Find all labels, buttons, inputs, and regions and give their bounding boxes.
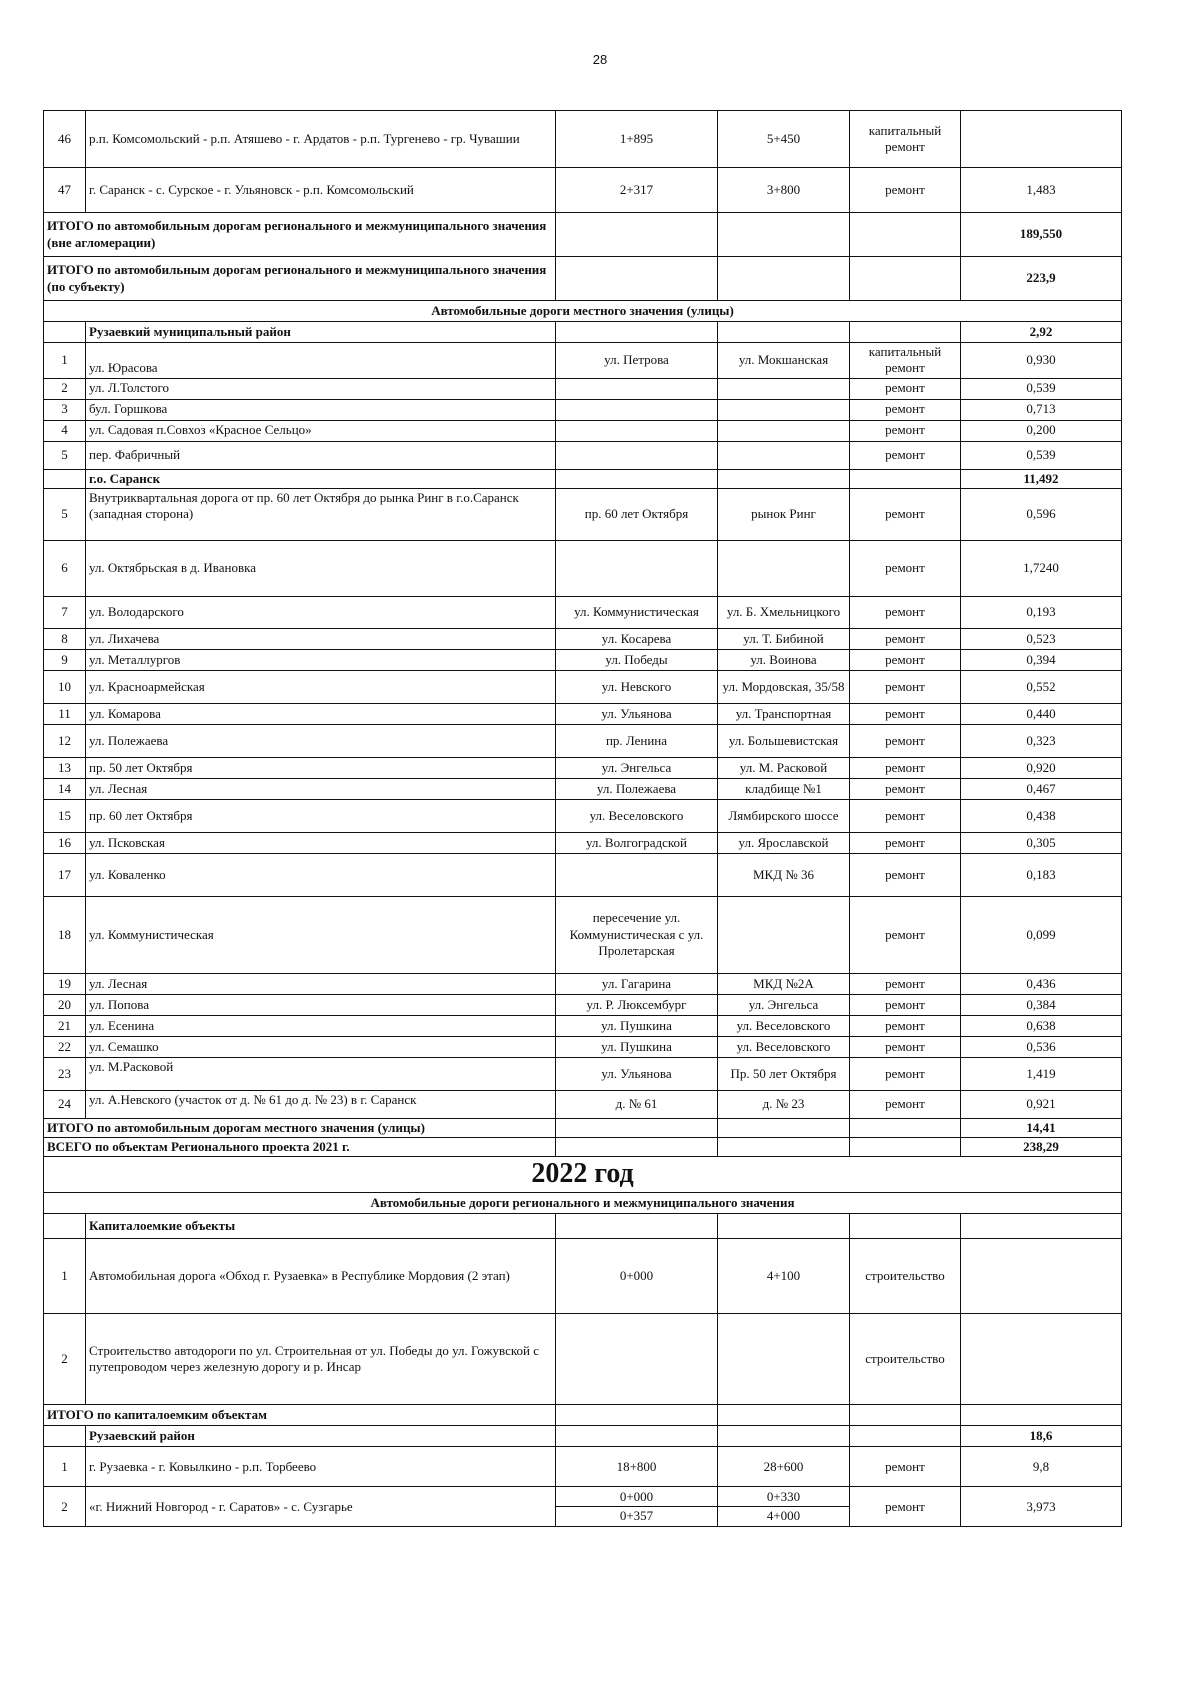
table-row <box>44 378 1122 399</box>
table-row <box>44 724 1122 757</box>
length-km: 0,539 <box>961 441 1122 469</box>
road-name: ул. Володарского <box>86 596 556 628</box>
empty-cell <box>44 469 86 488</box>
length-km: 3,973 <box>961 1487 1122 1527</box>
length-km: 0,539 <box>961 378 1122 399</box>
road-name: ул. Комарова <box>86 703 556 724</box>
road-name: ул. Юрасова <box>86 343 556 379</box>
section-start <box>556 420 718 441</box>
table-row <box>44 853 1122 896</box>
section-end-value: 4+000 <box>718 1506 849 1524</box>
work-type: ремонт <box>850 896 961 973</box>
work-type: ремонт <box>850 973 961 994</box>
length-km: 0,440 <box>961 703 1122 724</box>
length-km: 0,436 <box>961 973 1122 994</box>
work-type: строительство <box>850 1239 961 1314</box>
road-name: ул. Семашко <box>86 1036 556 1057</box>
empty-cell <box>556 257 718 301</box>
row-number: 2 <box>44 378 86 399</box>
section-end: Пр. 50 лет Октября <box>718 1057 850 1090</box>
table-row <box>44 896 1122 973</box>
empty-cell <box>556 1118 718 1137</box>
district-name: г.о. Саранск <box>86 469 556 488</box>
work-type: ремонт <box>850 488 961 540</box>
empty-cell <box>718 1214 850 1239</box>
length-km: 0,200 <box>961 420 1122 441</box>
section-end: ул. Ярославской <box>718 832 850 853</box>
section-end <box>718 441 850 469</box>
section-start: ул. Веселовского <box>556 799 718 832</box>
section-end <box>718 399 850 420</box>
total-row <box>44 1138 1122 1157</box>
table-row <box>44 1314 1122 1405</box>
row-number: 46 <box>44 111 86 168</box>
length-km: 0,523 <box>961 628 1122 649</box>
road-name: ул. Красноармейская <box>86 670 556 703</box>
road-name: р.п. Комсомольский - р.п. Атяшево - г. Ардатов - р.п. Тургенево - гр. Чувашии <box>86 111 556 168</box>
length-km: 0,921 <box>961 1090 1122 1118</box>
road-name: ул. Октябрьская в д. Ивановка <box>86 540 556 596</box>
section-end <box>718 896 850 973</box>
length-km: 0,323 <box>961 724 1122 757</box>
work-type: ремонт <box>850 799 961 832</box>
row-number: 11 <box>44 703 86 724</box>
row-number: 13 <box>44 757 86 778</box>
row-number: 19 <box>44 973 86 994</box>
row-number: 5 <box>44 488 86 540</box>
length-km: 0,099 <box>961 896 1122 973</box>
section-title: Автомобильные дороги местного значения (улицы) <box>44 301 1122 322</box>
row-number: 6 <box>44 540 86 596</box>
roads-table-body <box>44 111 1122 1527</box>
empty-cell <box>718 469 850 488</box>
empty-cell <box>718 1426 850 1447</box>
row-number: 17 <box>44 853 86 896</box>
table-row <box>44 670 1122 703</box>
section-start: ул. Коммунистическая <box>556 596 718 628</box>
section-end: ул. Мокшанская <box>718 343 850 379</box>
table-row <box>44 343 1122 379</box>
empty-cell <box>718 322 850 343</box>
row-number: 12 <box>44 724 86 757</box>
row-number: 21 <box>44 1015 86 1036</box>
row-number: 14 <box>44 778 86 799</box>
section-end: ул. Веселовского <box>718 1036 850 1057</box>
section-end: ул. Т. Бибиной <box>718 628 850 649</box>
work-type: ремонт <box>850 832 961 853</box>
section-end: ул. Энгельса <box>718 994 850 1015</box>
road-name: ул. А.Невского (участок от д. № 61 до д. № 23) в г. Саранск <box>86 1090 556 1118</box>
row-number: 2 <box>44 1314 86 1405</box>
empty-cell <box>850 469 961 488</box>
road-name: ул. Садовая п.Совхоз «Красное Сельцо» <box>86 420 556 441</box>
table-row <box>44 488 1122 540</box>
road-name: ул. Коваленко <box>86 853 556 896</box>
table-row <box>44 1015 1122 1036</box>
table-row <box>44 649 1122 670</box>
section-start: 18+800 <box>556 1447 718 1487</box>
length-km: 0,467 <box>961 778 1122 799</box>
road-name: ул. Лесная <box>86 973 556 994</box>
length-km: 0,536 <box>961 1036 1122 1057</box>
row-number: 23 <box>44 1057 86 1090</box>
section-start: ул. Пушкина <box>556 1015 718 1036</box>
road-name: ул. Лесная <box>86 778 556 799</box>
table-row <box>44 703 1122 724</box>
section-end: 3+800 <box>718 168 850 213</box>
length-km: 0,920 <box>961 757 1122 778</box>
table-row <box>44 832 1122 853</box>
work-type: ремонт <box>850 649 961 670</box>
section-end: МКД № 36 <box>718 853 850 896</box>
road-name: Внутриквартальная дорога от пр. 60 лет Октября до рынка Ринг в г.о.Саранск (западная сторона) <box>86 488 556 540</box>
section-start: 2+317 <box>556 168 718 213</box>
table-row <box>44 757 1122 778</box>
section-start <box>556 1314 718 1405</box>
section-start: ул. Косарева <box>556 628 718 649</box>
section-start <box>556 1487 718 1527</box>
section-end: 5+450 <box>718 111 850 168</box>
section-end <box>718 1487 850 1527</box>
length-km: 0,930 <box>961 343 1122 379</box>
year-heading: 2022 год <box>44 1157 1122 1193</box>
work-type: капитальный ремонт <box>850 343 961 379</box>
road-name: ул. Попова <box>86 994 556 1015</box>
section-end: кладбище №1 <box>718 778 850 799</box>
section-end <box>718 1314 850 1405</box>
section-start: ул. Победы <box>556 649 718 670</box>
section-start <box>556 540 718 596</box>
empty-cell <box>718 257 850 301</box>
road-name: пер. Фабричный <box>86 441 556 469</box>
row-number: 1 <box>44 343 86 379</box>
road-name: «г. Нижний Новгород - г. Саратов» - с. Сузгарье <box>86 1487 556 1527</box>
row-number: 16 <box>44 832 86 853</box>
row-number: 9 <box>44 649 86 670</box>
table-row <box>44 1090 1122 1118</box>
section-start-value: 0+357 <box>556 1506 717 1524</box>
work-type: ремонт <box>850 994 961 1015</box>
section-end <box>718 540 850 596</box>
page-number: 28 <box>592 52 608 67</box>
empty-cell <box>850 1118 961 1137</box>
work-type: ремонт <box>850 778 961 799</box>
length-km: 1,419 <box>961 1057 1122 1090</box>
length-km: 9,8 <box>961 1447 1122 1487</box>
table-row <box>44 1057 1122 1090</box>
roads-table <box>43 110 1122 1527</box>
section-end: 4+100 <box>718 1239 850 1314</box>
work-type: ремонт <box>850 596 961 628</box>
district-row <box>44 1426 1122 1447</box>
work-type: ремонт <box>850 1015 961 1036</box>
section-start: 0+000 <box>556 1239 718 1314</box>
section-start: ул. Петрова <box>556 343 718 379</box>
section-start: 1+895 <box>556 111 718 168</box>
table-row <box>44 778 1122 799</box>
total-length <box>961 1405 1122 1426</box>
table-row <box>44 973 1122 994</box>
total-row <box>44 1405 1122 1426</box>
section-start: ул. Полежаева <box>556 778 718 799</box>
row-number: 7 <box>44 596 86 628</box>
district-row <box>44 1214 1122 1239</box>
empty-cell <box>718 213 850 257</box>
total-label: ИТОГО по капиталоемким объектам <box>44 1405 556 1426</box>
district-length: 11,492 <box>961 469 1122 488</box>
district-row <box>44 469 1122 488</box>
district-name: Рузаевкий муниципальный район <box>86 322 556 343</box>
empty-cell <box>44 322 86 343</box>
row-number: 2 <box>44 1487 86 1527</box>
work-type: ремонт <box>850 168 961 213</box>
table-row <box>44 399 1122 420</box>
row-number: 22 <box>44 1036 86 1057</box>
row-number: 18 <box>44 896 86 973</box>
section-start: ул. Пушкина <box>556 1036 718 1057</box>
road-name: ул. Коммунистическая <box>86 896 556 973</box>
work-type: строительство <box>850 1314 961 1405</box>
length-km <box>961 1314 1122 1405</box>
road-name: пр. 60 лет Октября <box>86 799 556 832</box>
section-start: ул. Ульянова <box>556 1057 718 1090</box>
length-km: 0,638 <box>961 1015 1122 1036</box>
section-start: пр. Ленина <box>556 724 718 757</box>
section-start <box>556 378 718 399</box>
road-name: пр. 50 лет Октября <box>86 757 556 778</box>
road-name: г. Саранск - с. Сурское - г. Ульяновск - р.п. Комсомольский <box>86 168 556 213</box>
empty-cell <box>850 322 961 343</box>
empty-cell <box>556 1214 718 1239</box>
district-length: 18,6 <box>961 1426 1122 1447</box>
work-type: ремонт <box>850 853 961 896</box>
section-end: ул. М. Расковой <box>718 757 850 778</box>
row-number: 5 <box>44 441 86 469</box>
section-start <box>556 399 718 420</box>
length-km: 0,394 <box>961 649 1122 670</box>
road-name: ул. Металлургов <box>86 649 556 670</box>
section-start <box>556 853 718 896</box>
work-type: ремонт <box>850 1036 961 1057</box>
section-header-row <box>44 301 1122 322</box>
road-name: ул. Лихачева <box>86 628 556 649</box>
section-end: ул. Б. Хмельницкого <box>718 596 850 628</box>
table-row <box>44 420 1122 441</box>
work-type: капитальный ремонт <box>850 111 961 168</box>
district-length: 2,92 <box>961 322 1122 343</box>
section-start: ул. Р. Люксембург <box>556 994 718 1015</box>
section-title: Автомобильные дороги регионального и межмуниципального значения <box>44 1193 1122 1214</box>
length-km: 1,7240 <box>961 540 1122 596</box>
row-number: 4 <box>44 420 86 441</box>
section-end: ул. Транспортная <box>718 703 850 724</box>
section-end <box>718 378 850 399</box>
section-start: пересечение ул. Коммунистическая с ул. Пролетарская <box>556 896 718 973</box>
row-number: 1 <box>44 1447 86 1487</box>
total-label: ИТОГО по автомобильным дорогам местного значения (улицы) <box>44 1118 556 1137</box>
road-name: Строительство автодороги по ул. Строительная от ул. Победы до ул. Гожувской с путепроводом через железную дорогу и р. Инсар <box>86 1314 556 1405</box>
district-name: Рузаевский район <box>86 1426 556 1447</box>
section-end: ул. Воинова <box>718 649 850 670</box>
section-end: д. № 23 <box>718 1090 850 1118</box>
district-name: Капиталоемкие объекты <box>86 1214 556 1239</box>
work-type: ремонт <box>850 1090 961 1118</box>
empty-cell <box>44 1426 86 1447</box>
work-type: ремонт <box>850 1057 961 1090</box>
section-end: МКД №2А <box>718 973 850 994</box>
length-km <box>961 1239 1122 1314</box>
section-start: ул. Волгоградской <box>556 832 718 853</box>
table-row <box>44 799 1122 832</box>
total-length: 14,41 <box>961 1118 1122 1137</box>
section-start: пр. 60 лет Октября <box>556 488 718 540</box>
length-km: 0,193 <box>961 596 1122 628</box>
district-row <box>44 322 1122 343</box>
empty-cell <box>718 1405 850 1426</box>
section-end: ул. Веселовского <box>718 1015 850 1036</box>
section-end <box>718 420 850 441</box>
row-number: 8 <box>44 628 86 649</box>
table-row <box>44 168 1122 213</box>
year-heading-row <box>44 1157 1122 1193</box>
empty-cell <box>556 1138 718 1157</box>
table-row <box>44 111 1122 168</box>
total-length: 223,9 <box>961 257 1122 301</box>
empty-cell <box>556 1405 718 1426</box>
road-name: ул. Псковская <box>86 832 556 853</box>
table-row <box>44 1036 1122 1057</box>
empty-cell <box>850 1426 961 1447</box>
section-end-value: 0+330 <box>766 1489 801 1504</box>
table-row <box>44 1447 1122 1487</box>
total-length: 238,29 <box>961 1138 1122 1157</box>
work-type: ремонт <box>850 757 961 778</box>
work-type: ремонт <box>850 670 961 703</box>
road-name: ул. М.Расковой <box>86 1057 556 1090</box>
section-start: ул. Ульянова <box>556 703 718 724</box>
empty-cell <box>44 1214 86 1239</box>
empty-cell <box>718 1138 850 1157</box>
section-start: ул. Невского <box>556 670 718 703</box>
empty-cell <box>556 213 718 257</box>
length-km: 0,596 <box>961 488 1122 540</box>
row-number: 10 <box>44 670 86 703</box>
district-length <box>961 1214 1122 1239</box>
work-type: ремонт <box>850 540 961 596</box>
row-number: 15 <box>44 799 86 832</box>
empty-cell <box>850 1405 961 1426</box>
empty-cell <box>850 1214 961 1239</box>
table-row <box>44 1239 1122 1314</box>
work-type: ремонт <box>850 1487 961 1527</box>
work-type: ремонт <box>850 724 961 757</box>
work-type: ремонт <box>850 378 961 399</box>
length-km: 0,438 <box>961 799 1122 832</box>
section-end: Лямбирского шоссе <box>718 799 850 832</box>
table-row <box>44 994 1122 1015</box>
row-number: 47 <box>44 168 86 213</box>
length-km: 0,183 <box>961 853 1122 896</box>
total-label: ИТОГО по автомобильным дорогам регионального и межмуниципального значения (вне агломерации) <box>44 213 556 257</box>
road-name: ул. Есенина <box>86 1015 556 1036</box>
section-header-row <box>44 1193 1122 1214</box>
work-type: ремонт <box>850 399 961 420</box>
empty-cell <box>850 257 961 301</box>
length-km: 0,384 <box>961 994 1122 1015</box>
total-row <box>44 213 1122 257</box>
length-km: 0,713 <box>961 399 1122 420</box>
length-km: 1,483 <box>961 168 1122 213</box>
empty-cell <box>556 322 718 343</box>
row-number: 3 <box>44 399 86 420</box>
work-type: ремонт <box>850 1447 961 1487</box>
table-row <box>44 628 1122 649</box>
section-end: 28+600 <box>718 1447 850 1487</box>
row-number: 20 <box>44 994 86 1015</box>
empty-cell <box>556 1426 718 1447</box>
section-start-value: 0+000 <box>619 1489 654 1504</box>
work-type: ремонт <box>850 703 961 724</box>
road-name: ул. Полежаева <box>86 724 556 757</box>
empty-cell <box>850 213 961 257</box>
section-end: ул. Мордовская, 35/58 <box>718 670 850 703</box>
length-km: 0,305 <box>961 832 1122 853</box>
road-name: г. Рузаевка - г. Ковылкино - р.п. Торбеево <box>86 1447 556 1487</box>
section-start: ул. Энгельса <box>556 757 718 778</box>
total-label: ВСЕГО по объектам Регионального проекта 2021 г. <box>44 1138 556 1157</box>
section-start: д. № 61 <box>556 1090 718 1118</box>
road-name: бул. Горшкова <box>86 399 556 420</box>
table-row <box>44 441 1122 469</box>
section-start: ул. Гагарина <box>556 973 718 994</box>
length-km: 0,552 <box>961 670 1122 703</box>
work-type: ремонт <box>850 628 961 649</box>
empty-cell <box>556 469 718 488</box>
row-number: 24 <box>44 1090 86 1118</box>
road-name: ул. Л.Толстого <box>86 378 556 399</box>
total-row <box>44 257 1122 301</box>
total-row <box>44 1118 1122 1137</box>
total-length: 189,550 <box>961 213 1122 257</box>
empty-cell <box>850 1138 961 1157</box>
work-type: ремонт <box>850 441 961 469</box>
section-start <box>556 441 718 469</box>
table-row <box>44 596 1122 628</box>
empty-cell <box>718 1118 850 1137</box>
row-number: 1 <box>44 1239 86 1314</box>
road-name: Автомобильная дорога «Обход г. Рузаевка» в Республике Мордовия (2 этап) <box>86 1239 556 1314</box>
table-row <box>44 540 1122 596</box>
work-type: ремонт <box>850 420 961 441</box>
total-label: ИТОГО по автомобильным дорогам регионального и межмуниципального значения (по субъекту) <box>44 257 556 301</box>
length-km <box>961 111 1122 168</box>
section-end: ул. Большевистская <box>718 724 850 757</box>
section-end: рынок Ринг <box>718 488 850 540</box>
table-row <box>44 1487 1122 1527</box>
